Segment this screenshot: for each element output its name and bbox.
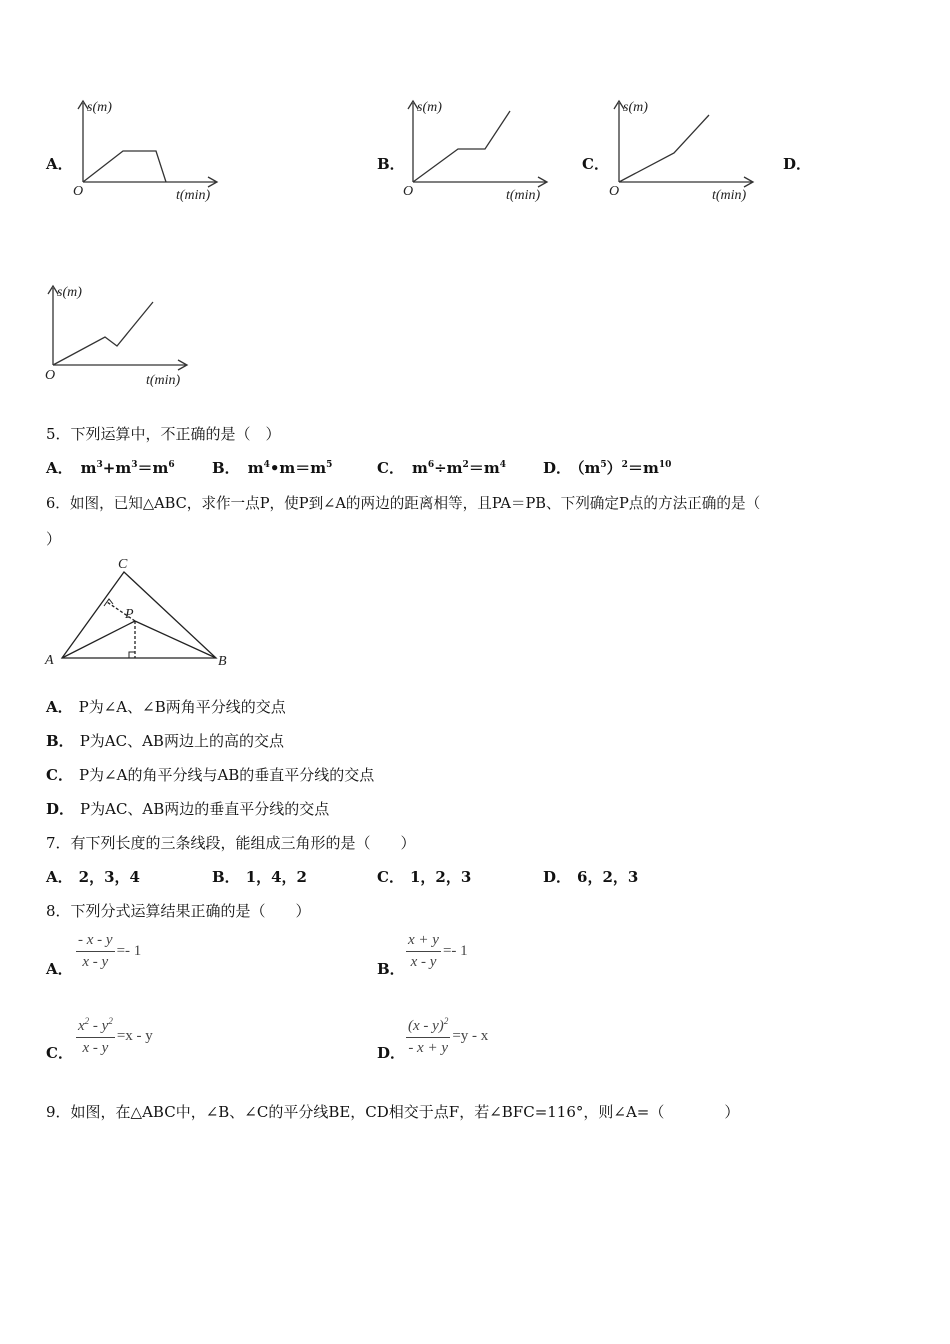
q8-a-rhs: =- 1 <box>116 943 142 959</box>
q7-stem: 7．有下列长度的三条线段，能组成三角形的是（ ） <box>46 834 416 852</box>
q5-option-c[interactable]: C． $m^6\div m^2=m^4$ <box>377 459 506 477</box>
q8-a-numerator: - x - y <box>76 932 115 952</box>
q6-option-d[interactable]: D． P为AC、AB两边的垂直平分线的交点 <box>46 800 330 818</box>
q4-b-x-label: t(min) <box>506 188 541 203</box>
q4-option-c-graph <box>604 95 764 205</box>
q7-option-c[interactable]: C． 1，2，3 <box>377 868 472 886</box>
q8-option-d-expr[interactable] <box>406 1016 488 1057</box>
q6-stem-line2: ） <box>46 530 62 548</box>
q6-label-b: B <box>218 654 227 669</box>
q8-option-a-label[interactable]: A． <box>46 960 73 978</box>
q4-option-b-label[interactable]: B． <box>377 155 405 173</box>
q4-a-y-label: s(m) <box>87 100 112 115</box>
q5-stem: 5．下列运算中，不正确的是（ ） <box>46 425 281 443</box>
q8-stem: 8．下列分式运算结果正确的是（ ） <box>46 902 311 920</box>
q6-option-a[interactable]: A． P为∠A、∠B两角平分线的交点 <box>46 698 286 716</box>
q8-option-c-label[interactable]: C． <box>46 1044 73 1062</box>
q6-option-b[interactable]: B． P为AC、AB两边上的高的交点 <box>46 732 284 750</box>
q4-option-d-graph <box>38 280 198 390</box>
q4-d-y-label: s(m) <box>57 285 82 300</box>
q8-c-denominator: x - y <box>82 1040 109 1056</box>
q4-c-y-label: s(m) <box>623 100 648 115</box>
q6-label-p: P <box>125 607 134 622</box>
q4-d-x-label: t(min) <box>146 373 181 388</box>
q5-option-a[interactable]: A． $m^3+m^3=m^6$ <box>46 459 175 477</box>
q8-option-d-label[interactable]: D． <box>377 1044 406 1062</box>
q8-option-a-expr[interactable] <box>76 932 141 971</box>
q8-d-denominator: - x + y <box>408 1040 448 1056</box>
q8-c-rhs: =x - y <box>116 1028 153 1044</box>
q9-stem: 9．如图，在△ABC中，∠B、∠C的平分线BE，CD相交于点F，若∠BFC=116°，则∠A=（ ） <box>46 1103 740 1121</box>
q8-b-denominator: x - y <box>410 954 437 970</box>
q6-label-a: A <box>45 653 54 668</box>
q4-c-origin: O <box>609 184 620 199</box>
q5-option-b[interactable]: B． $m^4•m=m^5$ <box>212 459 333 477</box>
q8-d-rhs: =y - x <box>452 1028 489 1044</box>
q6-option-c[interactable]: C． P为∠A的角平分线与AB的垂直平分线的交点 <box>46 766 375 784</box>
q4-d-origin: O <box>45 368 56 383</box>
q4-a-x-label: t(min) <box>176 188 211 203</box>
q8-option-b-expr[interactable] <box>406 932 468 971</box>
q8-a-denominator: x - y <box>82 954 109 970</box>
q8-option-c-expr[interactable] <box>76 1016 153 1057</box>
q4-c-x-label: t(min) <box>712 188 747 203</box>
q4-option-a-graph <box>68 95 228 205</box>
q4-a-origin: O <box>73 184 84 199</box>
q8-d-numerator: (x - y)$^2$ <box>406 1016 450 1038</box>
q8-b-rhs: =- 1 <box>442 943 468 959</box>
q5-option-d[interactable]: D． $(m^5)^2=m^{10}$ <box>543 459 672 477</box>
q8-c-numerator: $x^2 - y^2$ <box>76 1016 115 1038</box>
q6-stem-line1: 6．如图，已知△ABC，求作一点P，使P到∠A的两边的距离相等，且PA＝PB、下列确定P点的方法正确的是（ <box>46 495 761 512</box>
q8-b-numerator: x + y <box>406 932 441 952</box>
q4-b-origin: O <box>403 184 414 199</box>
q6-label-c: C <box>118 557 128 572</box>
q8-option-b-label[interactable]: B． <box>377 960 405 978</box>
q7-option-b[interactable]: B． 1，4，2 <box>212 868 307 886</box>
q7-option-a[interactable]: A． 2，3，4 <box>46 868 140 886</box>
q7-option-d[interactable]: D． 6，2，3 <box>543 868 639 886</box>
q6-triangle-figure <box>40 552 240 674</box>
q4-b-y-label: s(m) <box>417 100 442 115</box>
q4-option-d-label[interactable]: D． <box>783 155 812 173</box>
q4-option-b-graph <box>398 95 558 205</box>
q4-option-c-label[interactable]: C． <box>582 155 609 173</box>
q4-option-a-label[interactable]: A． <box>46 155 73 173</box>
